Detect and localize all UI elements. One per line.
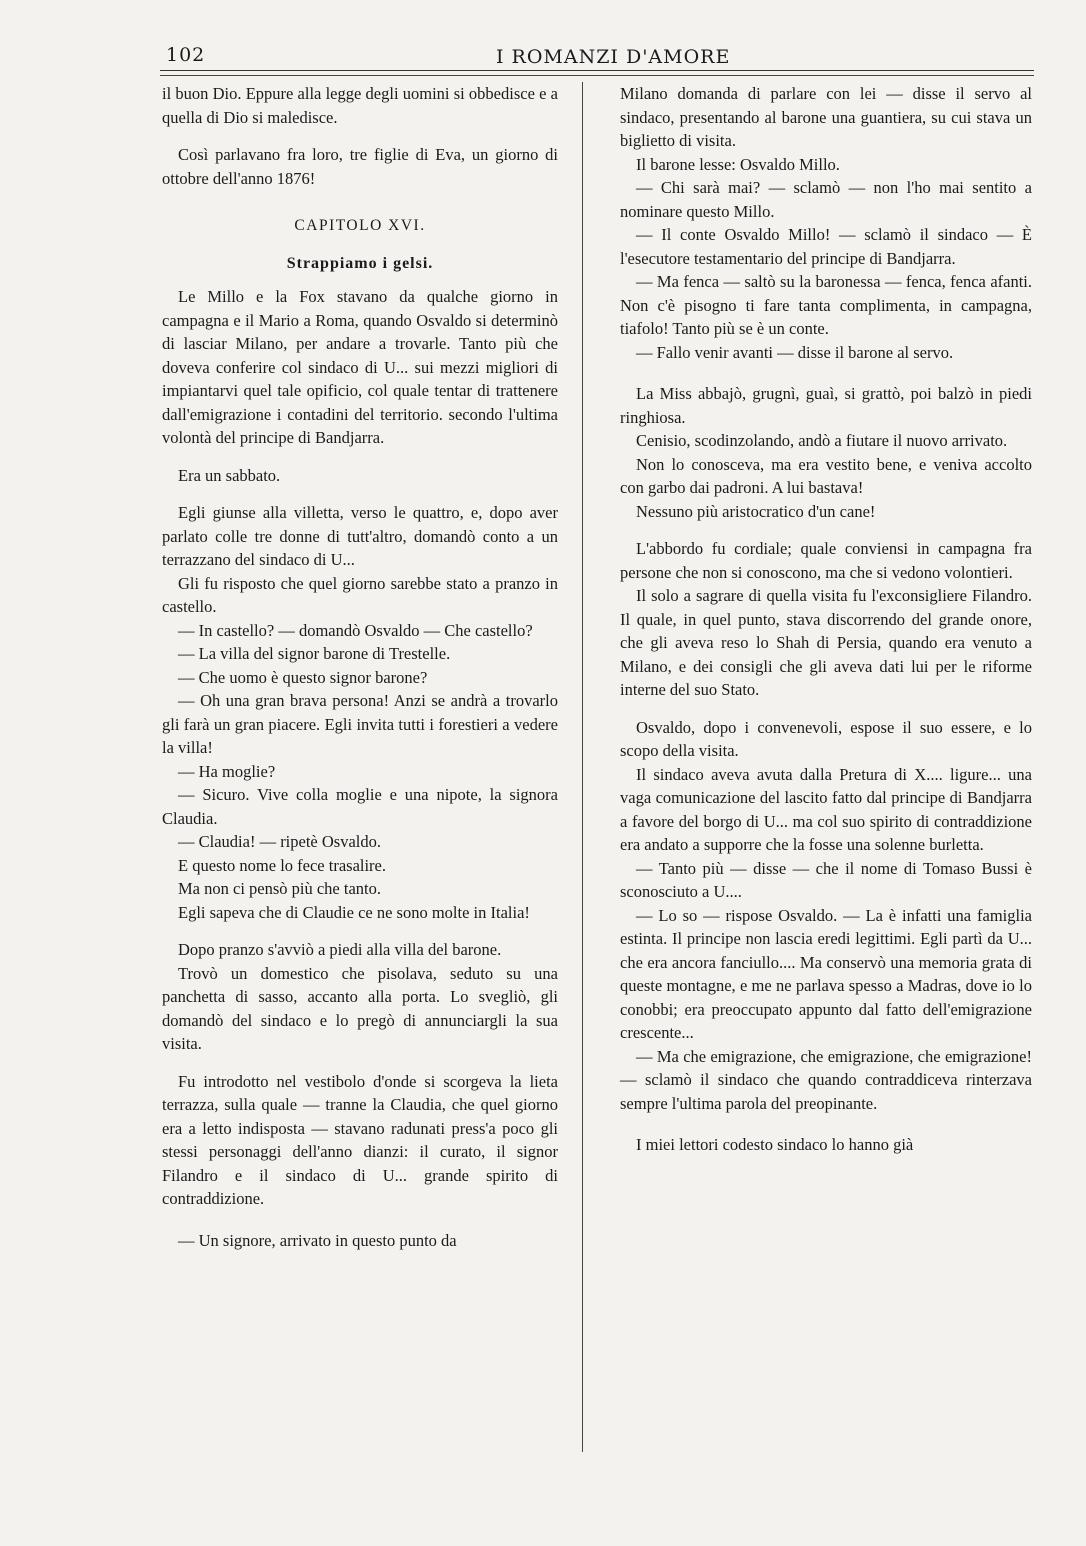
chapter-title: Strappiamo i gelsi.: [286, 254, 434, 272]
dialogue-line: — In castello? — domandò Osvaldo — Che castello?: [178, 620, 533, 640]
paragraph: Fu introdotto nel vestibolo d'onde si scorgeva la lieta terrazza, sulla quale — tranne la Claudia, che quel giorno era a letto indisposta — stavano radunati press'a poco gli stessi personaggi dell'anno dianzi: il curato, il signor Filandro e il sindaco di U... grande spirito di contraddizione.: [162, 1071, 558, 1208]
dialogue-line: — Ma che emigrazione, che emigrazione, che emigrazione! — sclamò il sindaco che quando contraddiceva rinterzava sempre l'ultima parola del preopinante.: [620, 1046, 1032, 1113]
paragraph: Il barone lesse: Osvaldo Millo.: [636, 154, 840, 174]
paragraph: il buon Dio. Eppure alla legge degli uomini si obbedisce e a quella di Dio si maledisce.: [162, 84, 558, 127]
dialogue-line: — Fallo venir avanti — disse il barone al servo.: [636, 342, 954, 362]
dialogue-line: — Ma fenca — saltò su la baronessa — fenca, fenca afanti. Non c'è pisogno ti fare tanta complimenta, in campagna, tiafolo! Tanto più se è un conte.: [620, 272, 1032, 338]
paragraph: Il solo a sagrare di quella visita fu l'exconsigliere Filandro. Il quale, in quel punto, stava discorrendo del grande onore, che gli aveva reso lo Shah di Persia, quando era venuto a Milano, e dei consigli che gli aveva dati lui per le riforme interne del suo Stato.: [620, 586, 1032, 699]
chapter-heading: CAPITOLO XVI.: [294, 217, 426, 234]
column-divider: [582, 82, 583, 1452]
paragraph: Cenisio, scodinzolando, andò a fiutare il nuovo arrivato.: [636, 431, 1008, 450]
paragraph: E questo nome lo fece trasalire.: [178, 855, 386, 875]
dialogue-line: — La villa del signor barone di Trestelle.: [178, 644, 451, 663]
running-title: I ROMANZI D'AMORE: [496, 46, 731, 68]
dialogue-line: — Sicuro. Vive colla moglie e una nipote, la signora Claudia.: [162, 785, 558, 828]
right-column: [620, 82, 1032, 1157]
dialogue-line: — Tanto più — disse — che il nome di Tomaso Bussi è sconosciuto a U....: [620, 858, 1032, 901]
dialogue-line: — Il conte Osvaldo Millo! — sclamò il sindaco — È l'esecutore testamentario del principe di Bandjarra.: [620, 225, 1032, 268]
paragraph: Egli sapeva che di Claudie ce ne sono molte in Italia!: [178, 902, 530, 922]
paragraph: Gli fu risposto che quel giorno sarebbe stato a pranzo in castello.: [162, 573, 558, 616]
dialogue-line: — Claudia! — ripetè Osvaldo.: [178, 832, 381, 851]
paragraph: I miei lettori codesto sindaco lo hanno già: [636, 1135, 914, 1154]
header-rule-bottom: [160, 75, 1034, 76]
paragraph: Trovò un domestico che pisolava, seduto su una panchetta di sasso, accanto alla porta. Lo svegliò, gli domandò del sindaco e lo pregò di annunciargli la sua visita.: [162, 963, 558, 1053]
paragraph: Ma non ci pensò più che tanto.: [178, 879, 381, 898]
paragraph: Dopo pranzo s'avviò a piedi alla villa del barone.: [178, 940, 502, 959]
page-number: 102: [166, 44, 206, 66]
left-column: [162, 82, 558, 1252]
dialogue-line: — Chi sarà mai? — sclamò — non l'ho mai sentito a nominare questo Millo.: [620, 178, 1032, 221]
paragraph: Le Millo e la Fox stavano da qualche giorno in campagna e il Mario a Roma, quando Osvaldo si determinò di lasciar Milano, per andare a trovarle. Tanto più che doveva conferire col sindaco di U... sui mezzi migliori di impiantarvi quel tale opificio, col quale tentar di trattenere dall'emigrazione i contadini del territorio. secondo l'ultima volontà del principe di Bandjarra.: [162, 287, 558, 447]
paragraph: Il sindaco aveva avuta dalla Pretura di X.... ligure... una vaga comunicazione del lascito fatto dal principe di Bandjarra a favore del borgo di U... ma col suo spirito di contraddizione era andato a supporre che la fosse una solenne burletta.: [620, 764, 1032, 854]
dialogue-line: — Lo so — rispose Osvaldo. — La è infatti una famiglia estinta. Il principe non lascia eredi legittimi. Egli partì da U... che era ancora fanciullo.... Ma conservò una memoria grata di queste montagne, e me ne parlava spesso a Madras, dove io lo conobbi; era preoccupato appunto dal fatto dell'emigrazione crescente...: [620, 905, 1032, 1042]
paragraph: Era un sabbato.: [178, 465, 281, 485]
paragraph: Non lo conosceva, ma era vestito bene, e veniva accolto con garbo dai padroni. A lui bastava!: [620, 454, 1032, 497]
paragraph: Osvaldo, dopo i convenevoli, espose il suo essere, e lo scopo della visita.: [620, 717, 1032, 760]
dialogue-line: — Oh una gran brava persona! Anzi se andrà a trovarlo gli farà un gran piacere. Egli invita tutti i forestieri a vedere la villa!: [162, 691, 558, 757]
paragraph: La Miss abbajò, grugnì, guaì, si grattò, poi balzò in piedi ringhiosa.: [620, 384, 1032, 427]
dialogue-line: — Ha moglie?: [178, 761, 276, 781]
header-rule-top: [160, 70, 1034, 71]
dialogue-line: — Un signore, arrivato in questo punto da: [178, 1230, 457, 1250]
paragraph: Così parlavano fra loro, tre figlie di Eva, un giorno di ottobre dell'anno 1876!: [162, 145, 558, 188]
paragraph: Nessuno più aristocratico d'un cane!: [636, 501, 876, 521]
paragraph: L'abbordo fu cordiale; quale conviensi in campagna fra persone che non si conoscono, ma che si vedono volontieri.: [620, 539, 1032, 582]
paragraph: Milano domanda di parlare con lei — disse il servo al sindaco, presentando al barone una guantiera, su cui stava un biglietto di visita.: [620, 84, 1032, 150]
paragraph: Egli giunse alla villetta, verso le quattro, e, dopo aver parlato colle tre donne di tutt'altro, domandò conto a un terrazzano del sindaco di U...: [162, 503, 558, 569]
dialogue-line: — Che uomo è questo signor barone?: [178, 667, 428, 687]
